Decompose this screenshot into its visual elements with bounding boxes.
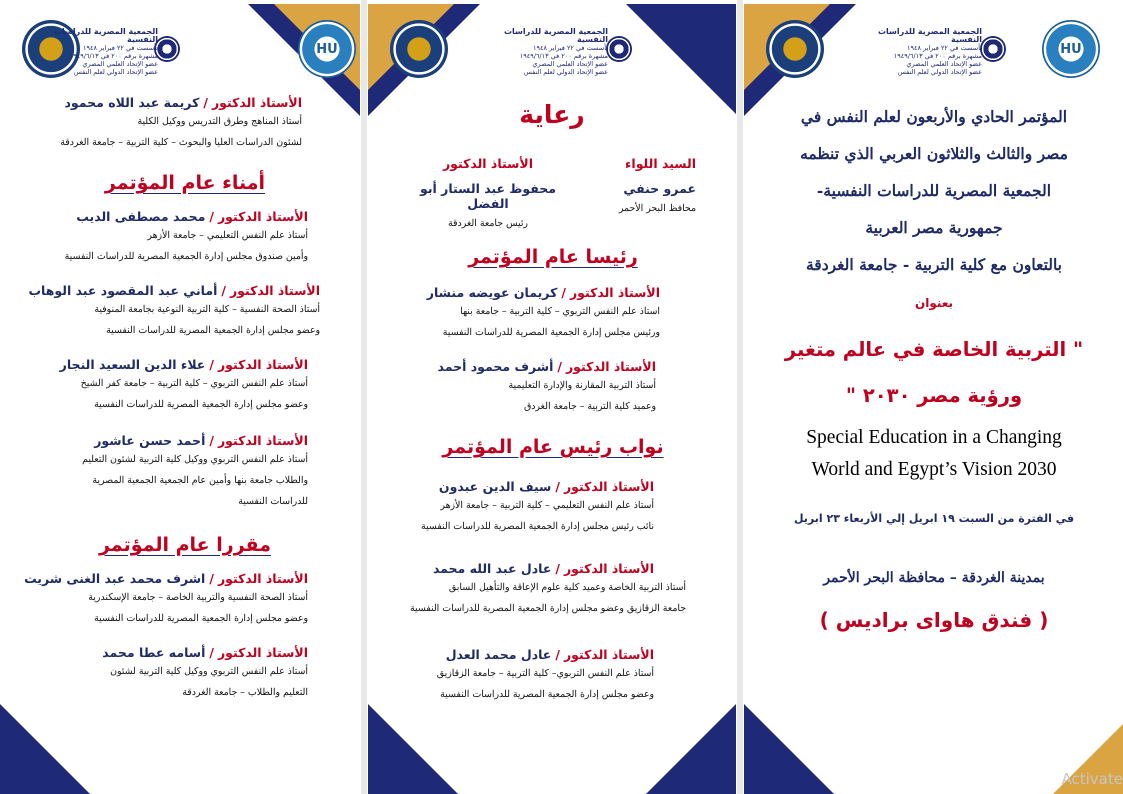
titled-label: بعنوان xyxy=(914,296,954,310)
conference-hotel: ( فندق هاواى براديس ) xyxy=(819,608,1049,632)
association-founded: تأسست في ٢٢ فبراير ١٩٤٨ xyxy=(532,44,608,52)
intro-line: المؤتمر الحادي والأربعون لعلم النفس في xyxy=(800,107,1068,126)
header-logos xyxy=(368,18,736,88)
person-desc: أستاذ علم النفس التربوي ووكيل كلية التربية لشئون التعليم xyxy=(82,454,308,465)
section-heading-patronage xyxy=(482,100,622,129)
person-desc: وعضو مجلس إدارة الجمعية المصرية للدراسات النفسية xyxy=(440,689,654,700)
separator: / xyxy=(555,647,560,662)
person-name: اشرف محمد عبد الغنى شريت xyxy=(24,571,206,586)
separator: / xyxy=(557,359,562,374)
heading-text: مقررا عام المؤتمر xyxy=(99,534,271,556)
person-title: الأستاذ الدكتور xyxy=(569,285,660,300)
separator: / xyxy=(209,209,214,224)
person-desc: أستاذ التربية الخاصة وعميد كلية علوم الإعاقة والتأهيل السابق xyxy=(448,582,686,593)
person-desc: أستاذ المناهج وطرق التدريس ووكيل الكلية xyxy=(137,116,302,127)
person-desc: وعضو مجلس إدارة الجمعية المصرية للدراسات النفسية xyxy=(106,325,320,336)
person-title: الأستاذ الدكتور xyxy=(217,209,308,224)
person-title: الأستاذ الدكتور xyxy=(565,359,656,374)
person-title: الأستاذ الدكتور xyxy=(563,561,654,576)
hu-logo-text: HU xyxy=(316,41,338,57)
intro-line: جمهورية مصر العربية xyxy=(865,218,1003,237)
intro-line: بالتعاون مع كلية التربية - جامعة الغردقة xyxy=(806,255,1062,274)
association-header xyxy=(862,28,982,78)
separator: / xyxy=(209,357,214,372)
title-arabic-line-2: ورؤية مصر ٢٠٣٠ " xyxy=(845,384,1023,407)
panel-divider-2 xyxy=(737,0,743,794)
association-mark-icon xyxy=(606,36,632,62)
panel-middle xyxy=(368,4,736,794)
person-secretary-3 xyxy=(8,354,308,415)
association-registration: مشهرة برقم ٢٠٠ في ١٩٤٩/٦/١٣ xyxy=(893,52,982,60)
intro-line: الجمعية المصرية للدراسات النفسية- xyxy=(816,181,1052,200)
person-vice-2 xyxy=(370,558,686,619)
title-english-line-2: World and Egypt’s Vision 2030 xyxy=(811,459,1057,480)
section-heading-secretaries xyxy=(100,172,270,194)
person-desc: ورئيس مجلس إدارة الجمعية المصرية للدراسات النفسية xyxy=(442,327,660,338)
university-seal-icon xyxy=(766,20,824,78)
person-title: الأستاذ الدكتور xyxy=(229,283,320,298)
separator: / xyxy=(555,561,560,576)
conference-period: في الفترة من السبت ١٩ ابريل إلي الأربعاء ٢٣ ابريل xyxy=(793,512,1075,525)
separator: / xyxy=(209,571,214,586)
header-logos xyxy=(0,18,360,88)
person-desc: وأمين صندوق مجلس إدارة الجمعية المصرية للدراسات النفسية xyxy=(64,251,308,262)
association-mark-icon xyxy=(980,36,1006,62)
header-logos xyxy=(744,18,1123,88)
patron-president xyxy=(398,156,578,234)
association-member-2: عضو الإتحاد الدولي لعلم النفس xyxy=(523,68,608,76)
person-desc: لشئون الدراسات العليا والبحوث – كلية التربية – جامعة الغردقة xyxy=(60,137,302,148)
panel-left xyxy=(0,4,360,794)
hu-logo-icon xyxy=(298,20,356,78)
patron-title: السيد اللواء xyxy=(625,156,696,171)
hu-logo-icon xyxy=(664,20,722,78)
person-desc: أستاذ علم النفس التعليمي – كلية التربية – جامعة الأزهر xyxy=(440,500,654,511)
person-desc: وعضو مجلس إدارة الجمعية المصرية للدراسات النفسية xyxy=(94,613,308,624)
association-member-2: عضو الإتحاد الدولي لعلم النفس xyxy=(897,68,982,76)
separator: / xyxy=(221,283,226,298)
person-desc: وعميد كلية التربية – جامعة الغردق xyxy=(523,401,656,412)
person-name: أسامه عطا محمد xyxy=(102,645,206,660)
heading-text: رئيسا عام المؤتمر xyxy=(468,246,638,268)
os-activation-watermark: Activate xyxy=(1061,770,1123,788)
person-title: الأستاذ الدكتور xyxy=(217,433,308,448)
person-name: أماني عبد المقصود عبد الوهاب xyxy=(28,283,218,298)
association-member-1: عضو الإتحاد العلمي المصري xyxy=(532,60,608,68)
conference-intro xyxy=(764,98,1104,283)
person-desc: أستاذ علم النفس التربوي– كلية التربية – جامعة الزقازيق xyxy=(436,668,654,679)
association-header xyxy=(38,28,158,78)
association-founded: تأسست في ٢٢ فبراير ١٩٤٨ xyxy=(82,44,158,52)
person-title: الأستاذ الدكتور xyxy=(211,95,302,110)
heading-text: رعاية xyxy=(519,100,585,129)
association-header xyxy=(488,28,608,78)
association-name: الجمعية المصرية للدراسات النفسية xyxy=(53,27,158,44)
person-name: عادل عبد الله محمد xyxy=(432,561,552,576)
hu-logo-text: HU xyxy=(1060,41,1082,57)
person-desc: استاذ علم النفس التربوي – كلية التربية – جامعة بنها xyxy=(460,306,660,317)
person-name: أشرف محمود أحمد xyxy=(437,359,554,374)
association-member-1: عضو الإتحاد العلمي المصري xyxy=(906,60,982,68)
title-arabic-line-1: " التربية الخاصة في عالم متغير xyxy=(784,338,1084,361)
separator: / xyxy=(555,479,560,494)
patron-name: محفوظ عبد الستار أبو الفضل xyxy=(420,181,556,211)
title-english-line-1: Special Education in a Changing xyxy=(806,427,1062,448)
person-president-2 xyxy=(376,356,656,417)
section-heading-presidents xyxy=(438,246,668,268)
panel-divider-1 xyxy=(361,0,367,794)
intro-line: مصر والثالث والثلاثون العربي الذي تنظمه xyxy=(800,144,1068,163)
person-secretary-4 xyxy=(8,430,308,512)
top-person xyxy=(2,92,302,153)
patron-role: رئيس جامعة الغردقة xyxy=(448,218,528,229)
person-vice-3 xyxy=(374,644,654,705)
person-desc: نائب رئيس مجلس إدارة الجمعية المصرية للدراسات النفسية xyxy=(421,521,654,532)
person-desc: أستاذ علم النفس التربوي ووكيل كلية التربية لشئون xyxy=(110,666,308,677)
association-member-1: عضو الإتحاد العلمي المصري xyxy=(82,60,158,68)
association-name: الجمعية المصرية للدراسات النفسية xyxy=(503,27,608,44)
person-desc: أستاذ التربية المقارنة والإدارة التعليمية xyxy=(508,380,656,391)
person-rapporteur-2 xyxy=(8,642,308,703)
person-name: عادل محمد العدل xyxy=(445,647,552,662)
heading-text: أمناء عام المؤتمر xyxy=(104,172,266,194)
person-desc: أستاذ علم النفس التعليمي – جامعة الأزهر xyxy=(147,230,308,241)
person-desc: وعضو مجلس إدارة الجمعية المصرية للدراسات النفسية xyxy=(94,399,308,410)
patron-title: الأستاذ الدكتور xyxy=(442,156,534,171)
association-registration: مشهرة برقم ٢٠٠ في ١٩٤٩/٦/١٣ xyxy=(519,52,608,60)
association-name: الجمعية المصرية للدراسات النفسية xyxy=(877,27,982,44)
separator: / xyxy=(561,285,566,300)
association-registration: مشهرة برقم ٢٠٠ في ١٩٤٩/٦/١٣ xyxy=(69,52,158,60)
person-rapporteur-1 xyxy=(2,568,308,629)
person-title: الأستاذ الدكتور xyxy=(217,357,308,372)
separator: / xyxy=(203,95,208,110)
person-name: أحمد حسن عاشور xyxy=(94,433,206,448)
association-founded: تأسست في ٢٢ فبراير ١٩٤٨ xyxy=(906,44,982,52)
hu-logo-icon xyxy=(1042,20,1100,78)
patron-role: محافظ البحر الأحمر xyxy=(618,203,696,214)
separator: / xyxy=(209,645,214,660)
person-title: الأستاذ الدكتور xyxy=(563,479,654,494)
patron-name: عمرو حنفي xyxy=(623,181,696,196)
person-desc: أستاذ علم النفس التربوي – كلية التربية – جامعة كفر الشيخ xyxy=(80,378,308,389)
panel-right xyxy=(744,4,1123,794)
person-vice-1 xyxy=(374,476,654,537)
person-title: الأستاذ الدكتور xyxy=(217,571,308,586)
person-secretary-1 xyxy=(8,206,308,267)
person-president-1 xyxy=(370,282,660,343)
person-name: علاء الدين السعيد النجار xyxy=(59,357,206,372)
section-heading-vices xyxy=(428,436,678,458)
person-desc: التعليم والطلاب – جامعة الغردقة xyxy=(182,687,308,698)
university-seal-icon xyxy=(390,20,448,78)
person-desc: أستاذ الصحة النفسية والتربية الخاصة – جامعة الإسكندرية xyxy=(88,592,308,603)
person-name: كريمان عويضه منشار xyxy=(426,285,558,300)
person-desc: للدراسات النفسية xyxy=(238,496,308,507)
section-heading-rapporteurs xyxy=(90,534,280,556)
separator: / xyxy=(209,433,214,448)
association-member-2: عضو الإتحاد الدولي لعلم النفس xyxy=(73,68,158,76)
person-secretary-2 xyxy=(0,280,320,341)
person-desc: والطلاب جامعة بنها وأمين عام الجمعية الجمعية المصرية xyxy=(92,475,308,486)
person-name: محمد مصطفى الديب xyxy=(76,209,206,224)
person-desc: جامعة الزقازيق وعضو مجلس إدارة الجمعية المصرية للدراسات النفسية xyxy=(410,603,686,614)
heading-text: نواب رئيس عام المؤتمر xyxy=(442,436,664,458)
person-desc: أستاذ الصحة النفسية – كلية التربية النوعية بجامعة المنوفية xyxy=(94,304,320,315)
person-title: الأستاذ الدكتور xyxy=(217,645,308,660)
person-title: الأستاذ الدكتور xyxy=(563,647,654,662)
conference-location: بمدينة الغردقة – محافظة البحر الأحمر xyxy=(823,570,1045,586)
person-name: كريمة عبد اللاه محمود xyxy=(64,95,200,110)
person-name: سيف الدين عبدون xyxy=(438,479,552,494)
